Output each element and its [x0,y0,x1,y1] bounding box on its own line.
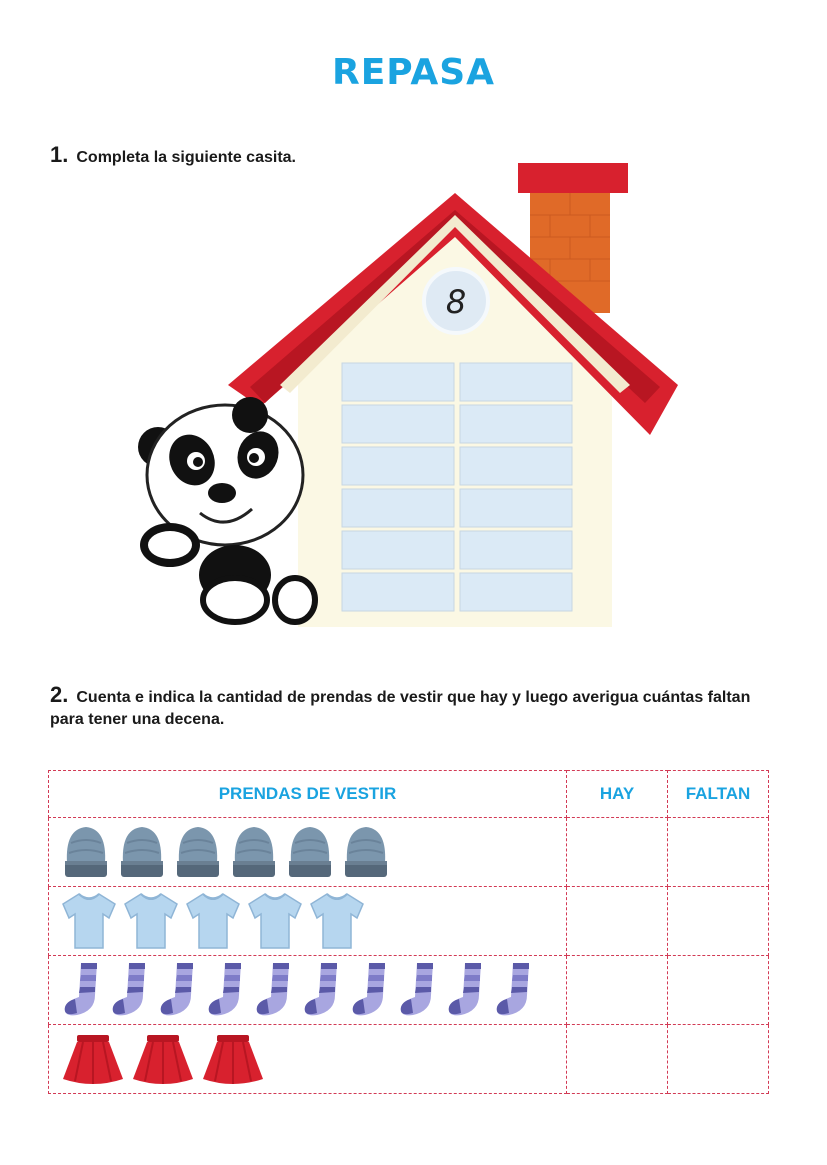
page-title: REPASA [331,52,496,93]
question-1-number: 1. [50,142,69,167]
camiseta-icon [247,890,303,952]
calcetin-icon [493,961,537,1019]
camiseta-icon [185,890,241,952]
camiseta-icon [61,890,117,952]
header-items: PRENDAS DE VESTIR [49,771,567,818]
table-row [49,1025,769,1094]
house-illustration [130,155,690,635]
faltan-answer-cell[interactable] [668,887,769,956]
hats-row [49,818,566,886]
table-header-row [49,771,769,818]
gorro-icon [117,823,167,881]
faltan-answer-cell[interactable] [668,818,769,887]
socks-row [49,956,566,1024]
hay-answer-cell[interactable] [567,818,668,887]
roof-number: 8 [445,283,467,321]
hay-answer-cell[interactable] [567,1025,668,1094]
hay-answer-cell[interactable] [567,887,668,956]
camiseta-icon [309,890,365,952]
falda-icon [131,1031,195,1087]
table-row [49,818,769,887]
question-2-number: 2. [50,682,69,707]
calcetin-icon [109,961,153,1019]
skirts-row [49,1025,566,1093]
gorro-icon [61,823,111,881]
table-row [49,887,769,956]
calcetin-icon [445,961,489,1019]
calcetin-icon [61,961,105,1019]
calcetin-icon [157,961,201,1019]
falda-icon [61,1031,125,1087]
calcetin-icon [205,961,249,1019]
question-2-text: Cuenta e indica la cantidad de prendas de vestir que hay y luego averigua cuántas faltan para tener una decena. [50,689,751,728]
panda-icon [138,397,315,622]
gorro-icon [285,823,335,881]
faltan-answer-cell[interactable] [668,1025,769,1094]
faltan-answer-cell[interactable] [668,956,769,1025]
calcetin-icon [397,961,441,1019]
header-hay: HAY [567,771,668,818]
table-row [49,956,769,1025]
shirts-row [49,887,566,955]
calcetin-icon [349,961,393,1019]
gorro-icon [341,823,391,881]
hay-answer-cell[interactable] [567,956,668,1025]
header-faltan: FALTAN [668,771,769,818]
clothes-table [48,770,769,1094]
calcetin-icon [253,961,297,1019]
gorro-icon [229,823,279,881]
camiseta-icon [123,890,179,952]
question-2 [50,684,770,731]
calcetin-icon [301,961,345,1019]
falda-icon [201,1031,265,1087]
gorro-icon [173,823,223,881]
question-1-text: Completa la siguiente casita. [76,149,296,166]
